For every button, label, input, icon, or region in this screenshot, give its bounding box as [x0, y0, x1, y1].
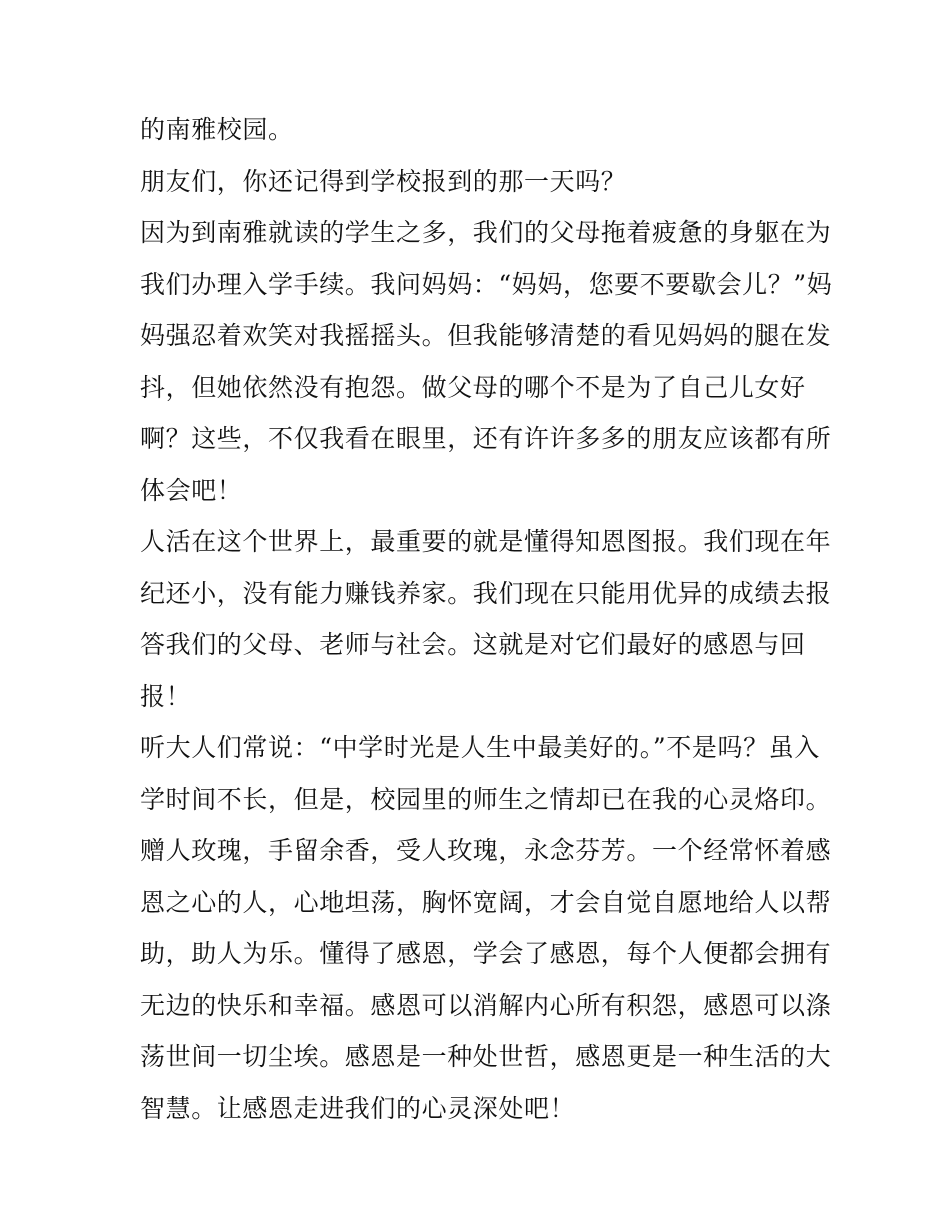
text-line: 无边的快乐和幸福。感恩可以消解内心所有积怨，感恩可以涤: [140, 990, 832, 1020]
text-line: 体会吧！: [140, 475, 243, 505]
text-line: 报！: [140, 681, 192, 711]
text-line: 我们办理入学手续。我问妈妈：“妈妈，您要不要歇会儿？”妈: [140, 269, 833, 299]
text-line: 学时间不长，但是，校园里的师生之情却已在我的心灵烙印。: [140, 784, 832, 814]
text-line: 的南雅校园。: [140, 115, 294, 144]
text-line: 朋友们，你还记得到学校报到的那一天吗？: [140, 166, 627, 196]
text-line: 荡世间一切尘埃。感恩是一种处世哲，感恩更是一种生活的大: [140, 1042, 832, 1071]
text-line: 赠人玫瑰，手留余香，受人玫瑰，永念芬芳。一个经常怀着感: [140, 836, 832, 865]
body-text: [140, 104, 833, 1134]
text-line: 抖，但她依然没有抱怨。做父母的哪个不是为了自己儿女好: [140, 372, 806, 402]
text-line: 因为到南雅就读的学生之多，我们的父母拖着疲惫的身躯在为: [140, 218, 832, 247]
text-line: 智慧。让感恩走进我们的心灵深处吧！: [140, 1093, 576, 1123]
text-line: 恩之心的人，心地坦荡，胸怀宽阔，才会自觉自愿地给人以帮: [140, 887, 832, 917]
text-line: 人活在这个世界上，最重要的就是懂得知恩图报。我们现在年: [140, 527, 832, 556]
text-line: 答我们的父母、老师与社会。这就是对它们最好的感恩与回: [140, 630, 806, 659]
text-line: 妈强忍着欢笑对我摇摇头。但我能够清楚的看见妈妈的腿在发: [140, 321, 832, 350]
text-line: 助，助人为乐。懂得了感恩，学会了感恩，每个人便都会拥有: [140, 939, 832, 968]
text-line: 啊？这些，不仅我看在眼里，还有许许多多的朋友应该都有所: [140, 424, 832, 453]
text-line: 纪还小，没有能力赚钱养家。我们现在只能用优异的成绩去报: [140, 578, 832, 608]
text-line: 听大人们常说：“中学时光是人生中最美好的。”不是吗？虽入: [140, 733, 820, 762]
